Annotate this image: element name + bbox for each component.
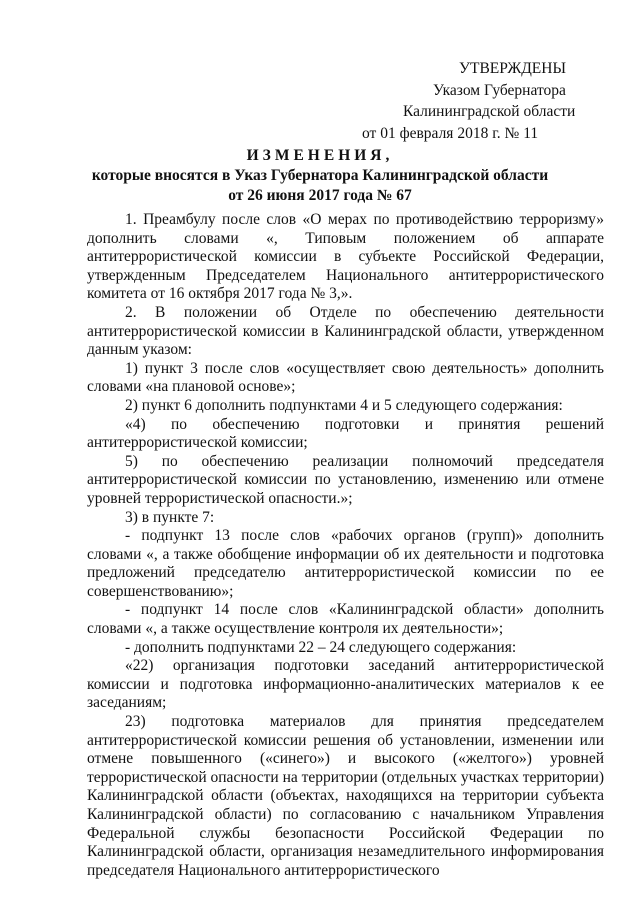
document-body bbox=[87, 211, 604, 880]
approval-heading: УТВЕРЖДЕНЫ bbox=[459, 60, 566, 77]
paragraph-1: 1. Преамбулу после слов «О мерах по противодействию терроризму» дополнить словами «, Типовым положением об аппарате антитеррористической комиссии в субъекте Российской Федерации, утвержденным Председателем Национального антитеррористического комитета от 16 октября 2017 года № 3,». bbox=[87, 211, 604, 303]
approval-decree-line: Указом Губернатора bbox=[433, 81, 566, 99]
paragraph-2-2-4: «4) по обеспечению подготовки и принятия решений антитеррористической комиссии; bbox=[87, 415, 604, 452]
approval-date-line: от 01 февраля 2018 г. № 11 bbox=[362, 124, 539, 142]
paragraph-2-3: 3) в пункте 7: bbox=[125, 508, 215, 526]
approval-block bbox=[356, 58, 586, 144]
paragraph-2-3-13: - подпункт 13 после слов «рабочих органов (групп)» дополнить словами «, а также обобщение информации об их деятельности и подготовка предложений председателю антитеррористической комиссии по ее совершенствованию»; bbox=[87, 527, 604, 600]
paragraph-2-3-add: - дополнить подпунктами 22 – 24 следующего содержания: bbox=[125, 638, 517, 656]
paragraph-2: 2. В положении об Отделе по обеспечению деятельности антитеррористической комиссии в Калининградской области, утвержденном данным указом: bbox=[87, 303, 604, 359]
paragraph-2-1: 1) пункт 3 после слов «осуществляет свою деятельность» дополнить словами «на плановой основе»; bbox=[87, 359, 604, 396]
document-title: ИЗМЕНЕНИЯ, bbox=[246, 147, 394, 164]
document-subtitle: которые вносятся в Указ Губернатора Калининградской области bbox=[91, 167, 549, 184]
paragraph-2-3-22: «22) организация подготовки заседаний антитеррористической комиссии и подготовка информационно-аналитических материалов к ее заседаниям; bbox=[87, 657, 604, 712]
paragraph-2-3-14: - подпункт 14 после слов «Калининградской области» дополнить словами «, а также осуществление контроля их деятельности»; bbox=[87, 601, 604, 638]
paragraph-2-3-23: 23) подготовка материалов для принятия председателем антитеррористической комиссии решения об установлении, изменении или отмене повышенного («синего») и высокого («желтого») уровней террористической опасности на территории (отдельных участках территории) Калининградской области (объектах, находящихся на территории субъекта Калининградской области) по согласованию с начальником Управления Федеральной службы безопасности Российской Федерации по Калининградской области, организация незамедлительного информирования председателя Национального антитеррористического bbox=[87, 713, 604, 879]
paragraph-2-2-5: 5) по обеспечению реализации полномочий председателя антитеррористической комиссии по установлению, изменению или отмене уровней террористической опасности.»; bbox=[87, 452, 604, 507]
paragraph-2-2: 2) пункт 6 дополнить подпунктами 4 и 5 следующего содержания: bbox=[125, 396, 563, 414]
document-subtitle-date: от 26 июня 2017 года № 67 bbox=[228, 187, 412, 204]
document-title-block bbox=[80, 146, 560, 206]
approval-region-line: Калининградской области bbox=[403, 103, 576, 120]
